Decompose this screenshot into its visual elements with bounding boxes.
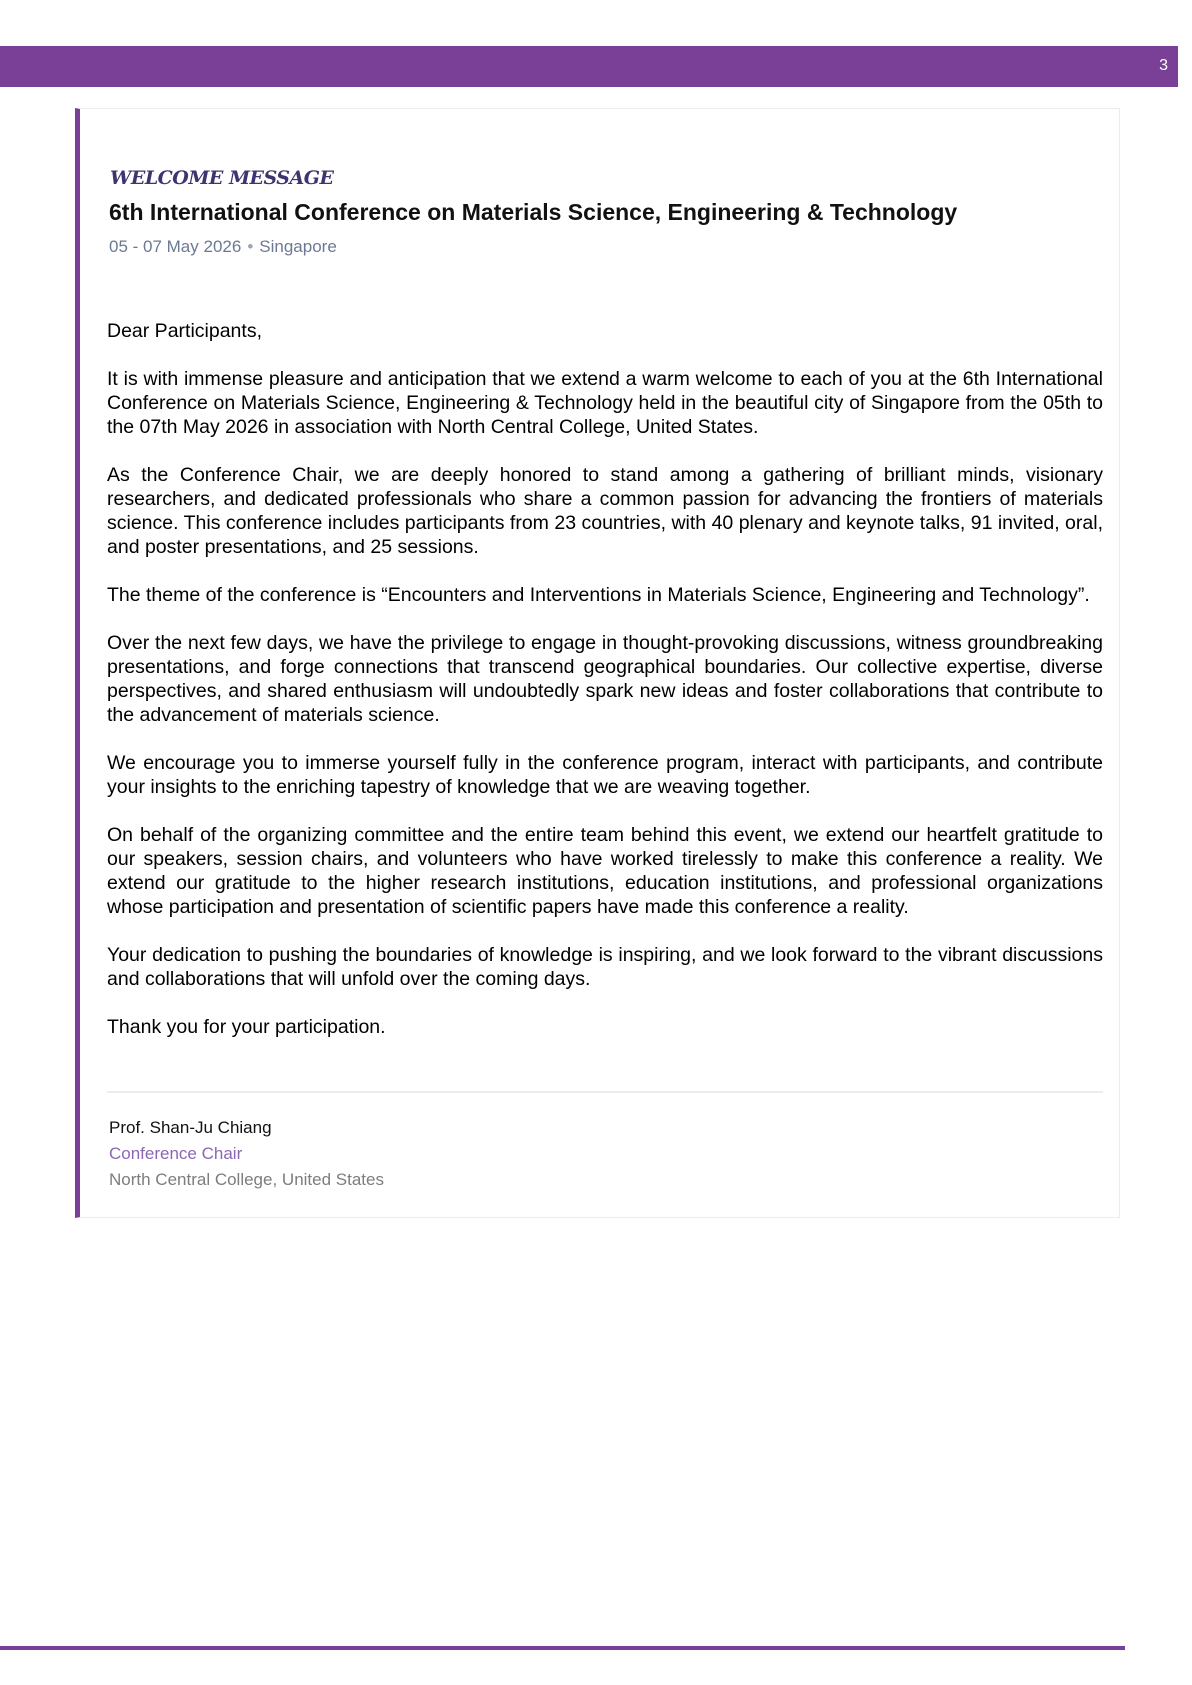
event-dates: 05 - 07 May 2026 xyxy=(109,237,242,256)
letter-paragraph: As the Conference Chair, we are deeply honored to stand among a gathering of brilliant minds, visionary researchers, and dedicated professionals who share a common passion for advancing the frontiers of materials science. This conference includes participants from 23 countries, with 40 plenary and keynote talks, 91 invited, oral, and poster presentations, and 25 sessions. xyxy=(107,464,1103,558)
letter-paragraph: We encourage you to immerse yourself fully in the conference program, interact with participants, and contribute your insights to the enriching tapestry of knowledge that we are weaving together. xyxy=(107,752,1103,798)
top-header-bar xyxy=(0,46,1178,87)
letter-closing: Thank you for your participation. xyxy=(107,1016,386,1038)
welcome-message-card xyxy=(75,108,1120,1218)
letter-body xyxy=(107,319,1103,1063)
event-location: Singapore xyxy=(259,237,337,256)
letter-paragraph: Your dedication to pushing the boundaries of knowledge is inspiring, and we look forward to the vibrant discussions and collaborations that will unfold over the coming days. xyxy=(107,944,1103,990)
conference-title: 6th International Conference on Materials Science, Engineering & Technology xyxy=(109,199,958,225)
letter-paragraph: It is with immense pleasure and anticipation that we extend a warm welcome to each of you at the 6th International Conference on Materials Science, Engineering & Technology held in the beautiful city of Singapore from the 05th to the 07th May 2026 in association with North Central College, United States. xyxy=(107,368,1103,438)
page-number: 3 xyxy=(1159,57,1168,74)
signatory-role: Conference Chair xyxy=(109,1144,243,1163)
signatory-name: Prof. Shan-Ju Chiang xyxy=(109,1118,272,1137)
letter-paragraph: On behalf of the organizing committee and the entire team behind this event, we extend our heartfelt gratitude to our speakers, session chairs, and volunteers who have worked tirelessly to make this conference a reality. We extend our gratitude to the higher research institutions, education institutions, and professional organizations whose participation and presentation of scientific papers have made this conference a reality. xyxy=(107,824,1103,918)
letter-paragraph: Over the next few days, we have the privilege to engage in thought-provoking discussions, witness groundbreaking presentations, and forge connections that transcend geographical boundaries. Our collective expertise, diverse perspectives, and shared enthusiasm will undoubtedly spark new ideas and foster collaborations that contribute to the advancement of materials science. xyxy=(107,632,1103,726)
letter-paragraph: The theme of the conference is “Encounters and Interventions in Materials Science, Engineering and Technology”. xyxy=(107,584,1090,606)
signature-divider xyxy=(107,1091,1103,1093)
signatory-organization: North Central College, United States xyxy=(109,1170,384,1189)
section-label: WELCOME MESSAGE xyxy=(110,167,334,189)
separator-dot: • xyxy=(247,237,254,256)
event-meta xyxy=(109,237,337,257)
letter-salutation: Dear Participants, xyxy=(107,320,262,342)
footer-rule xyxy=(0,1646,1125,1650)
